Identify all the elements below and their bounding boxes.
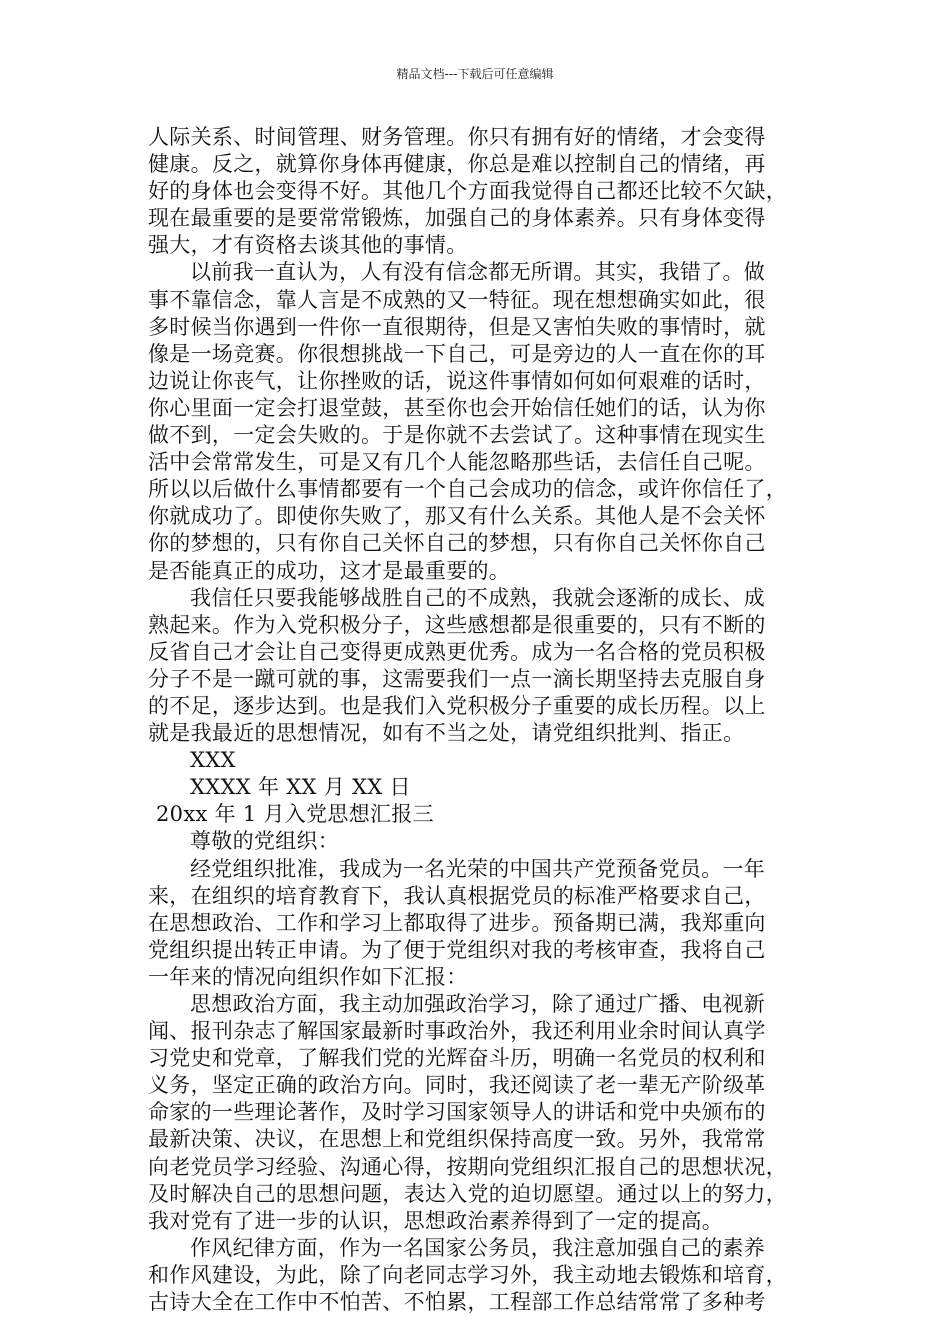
text-line: 最新决策、决议，在思想上和党组织保持高度一致。另外，我常常 [148, 1127, 766, 1152]
text-line: 我信任只要我能够战胜自己的不成熟，我就会逐渐的成长、成 [190, 585, 766, 610]
text-line: 反省自己才会让自己变得更成熟更优秀。成为一名合格的党员积极 [148, 639, 766, 664]
text-line: 思想政治方面，我主动加强政治学习，除了通过广播、电视新 [190, 992, 766, 1016]
text-line: 和作风建设，为此，除了向老同志学习外，我主动地去锻炼和培育， [148, 1262, 787, 1287]
text-line: 闻、报刊杂志了解国家最新时事政治外，我还利用业余时间认真学 [148, 1019, 766, 1044]
text-line: 边说让你丧气，让你挫败的话，说这件事情如何如何艰难的话时， [148, 368, 766, 393]
text-line: 强大，才有资格去谈其他的事情。 [148, 233, 468, 258]
text-line: 所以以后做什么事情都要有一个自己会成功的信念，或许你信任了， [148, 477, 787, 502]
text-line: 是否能真正的成功，这才是最重要的。 [148, 558, 511, 583]
text-line: 就是我最近的思想情况，如有不当之处，请党组织批判、指正。 [148, 721, 745, 746]
text-line: XXXX 年 XX 月 XX 日 [190, 775, 411, 800]
text-line: 古诗大全在工作中不怕苦、不怕累，工程部工作总结常常了多种考 [148, 1290, 766, 1315]
section-title: 20xx 年 1 月入党思想汇报三 [156, 802, 434, 827]
text-line: 你的梦想的，只有你自己关怀自己的梦想，只有你自己关怀你自己 [148, 531, 766, 556]
text-line: 的不足，逐步达到。也是我们入党积极分子重要的成长历程。以上 [148, 693, 766, 718]
text-line: XXX [190, 748, 236, 773]
text-line: 事不靠信念，靠人言是不成熟的又一特征。现在想想确实如此，很 [148, 287, 766, 312]
text-line: 你就成功了。即使你失败了，那又有什么关系。其他人是不会关怀 [148, 504, 766, 529]
text-line: 我对党有了进一步的认识，思想政治素养得到了一定的提高。 [148, 1208, 724, 1233]
text-line: 命家的一些理论著作，及时学习国家领导人的讲话和党中央颁布的 [148, 1100, 766, 1125]
text-line: 健康。反之，就算你身体再健康，你总是难以控制自己的情绪，再 [148, 152, 766, 177]
text-line: 经党组织批准，我成为一名光荣的中国共产党预备党员。一年 [190, 856, 766, 881]
text-line: 分子不是一蹴可就的事，这需要我们一点一滴长期坚持去克服自身 [148, 666, 766, 691]
text-line: 像是一场竞赛。你很想挑战一下自己，可是旁边的人一直在你的耳 [148, 341, 766, 366]
text-line: 作风纪律方面，作为一名国家公务员，我注意加强自己的素养 [190, 1235, 766, 1260]
text-line: 一年来的情况向组织作如下汇报： [148, 964, 468, 989]
text-line: 现在最重要的是要常常锻炼，加强自己的身体素养。只有身体变得 [148, 206, 766, 231]
text-line: 做不到，一定会失败的。于是你就不去尝试了。这种事情在现实生 [148, 423, 766, 448]
text-line: 好的身体也会变得不好。其他几个方面我觉得自己都还比较不欠缺， [148, 179, 787, 204]
text-line: 义务，坚定正确的政治方向。同时，我还阅读了老一辈无产阶级革 [148, 1073, 766, 1098]
text-line: 熟起来。作为入党积极分子，这些感想都是很重要的，只有不断的 [148, 612, 766, 637]
page-header: 精品文档---下载后可任意编辑 [396, 67, 554, 81]
text-line: 党组织提出转正申请。为了便于党组织对我的考核审查，我将自己 [148, 937, 766, 962]
text-line: 活中会常常发生，可是又有几个人能忽略那些话，去信任自己呢。 [148, 450, 766, 475]
text-line: 习党史和党章，了解我们党的光辉奋斗历，明确一名党员的权利和 [148, 1046, 766, 1071]
text-line: 及时解决自己的思想问题，表达入党的迫切愿望。通过以上的努力， [148, 1181, 787, 1206]
text-line: 尊敬的党组织： [190, 829, 340, 854]
text-line: 来，在组织的培育教育下，我认真根据党员的标准严格要求自己， [148, 883, 766, 908]
text-line: 多时候当你遇到一件你一直很期待，但是又害怕失败的事情时，就 [148, 314, 766, 339]
text-line: 以前我一直认为，人有没有信念都无所谓。其实，我错了。做 [190, 260, 766, 285]
text-line: 人际关系、时间管理、财务管理。你只有拥有好的情绪，才会变得 [148, 125, 766, 149]
text-line: 在思想政治、工作和学习上都取得了进步。预备期已满，我郑重向 [148, 910, 766, 935]
document-body [148, 124, 820, 1316]
text-line: 向老党员学习经验、沟通心得，按期向党组织汇报自己的思想状况， [148, 1154, 787, 1179]
text-line: 你心里面一定会打退堂鼓，甚至你也会开始信任她们的话，认为你 [148, 395, 766, 420]
